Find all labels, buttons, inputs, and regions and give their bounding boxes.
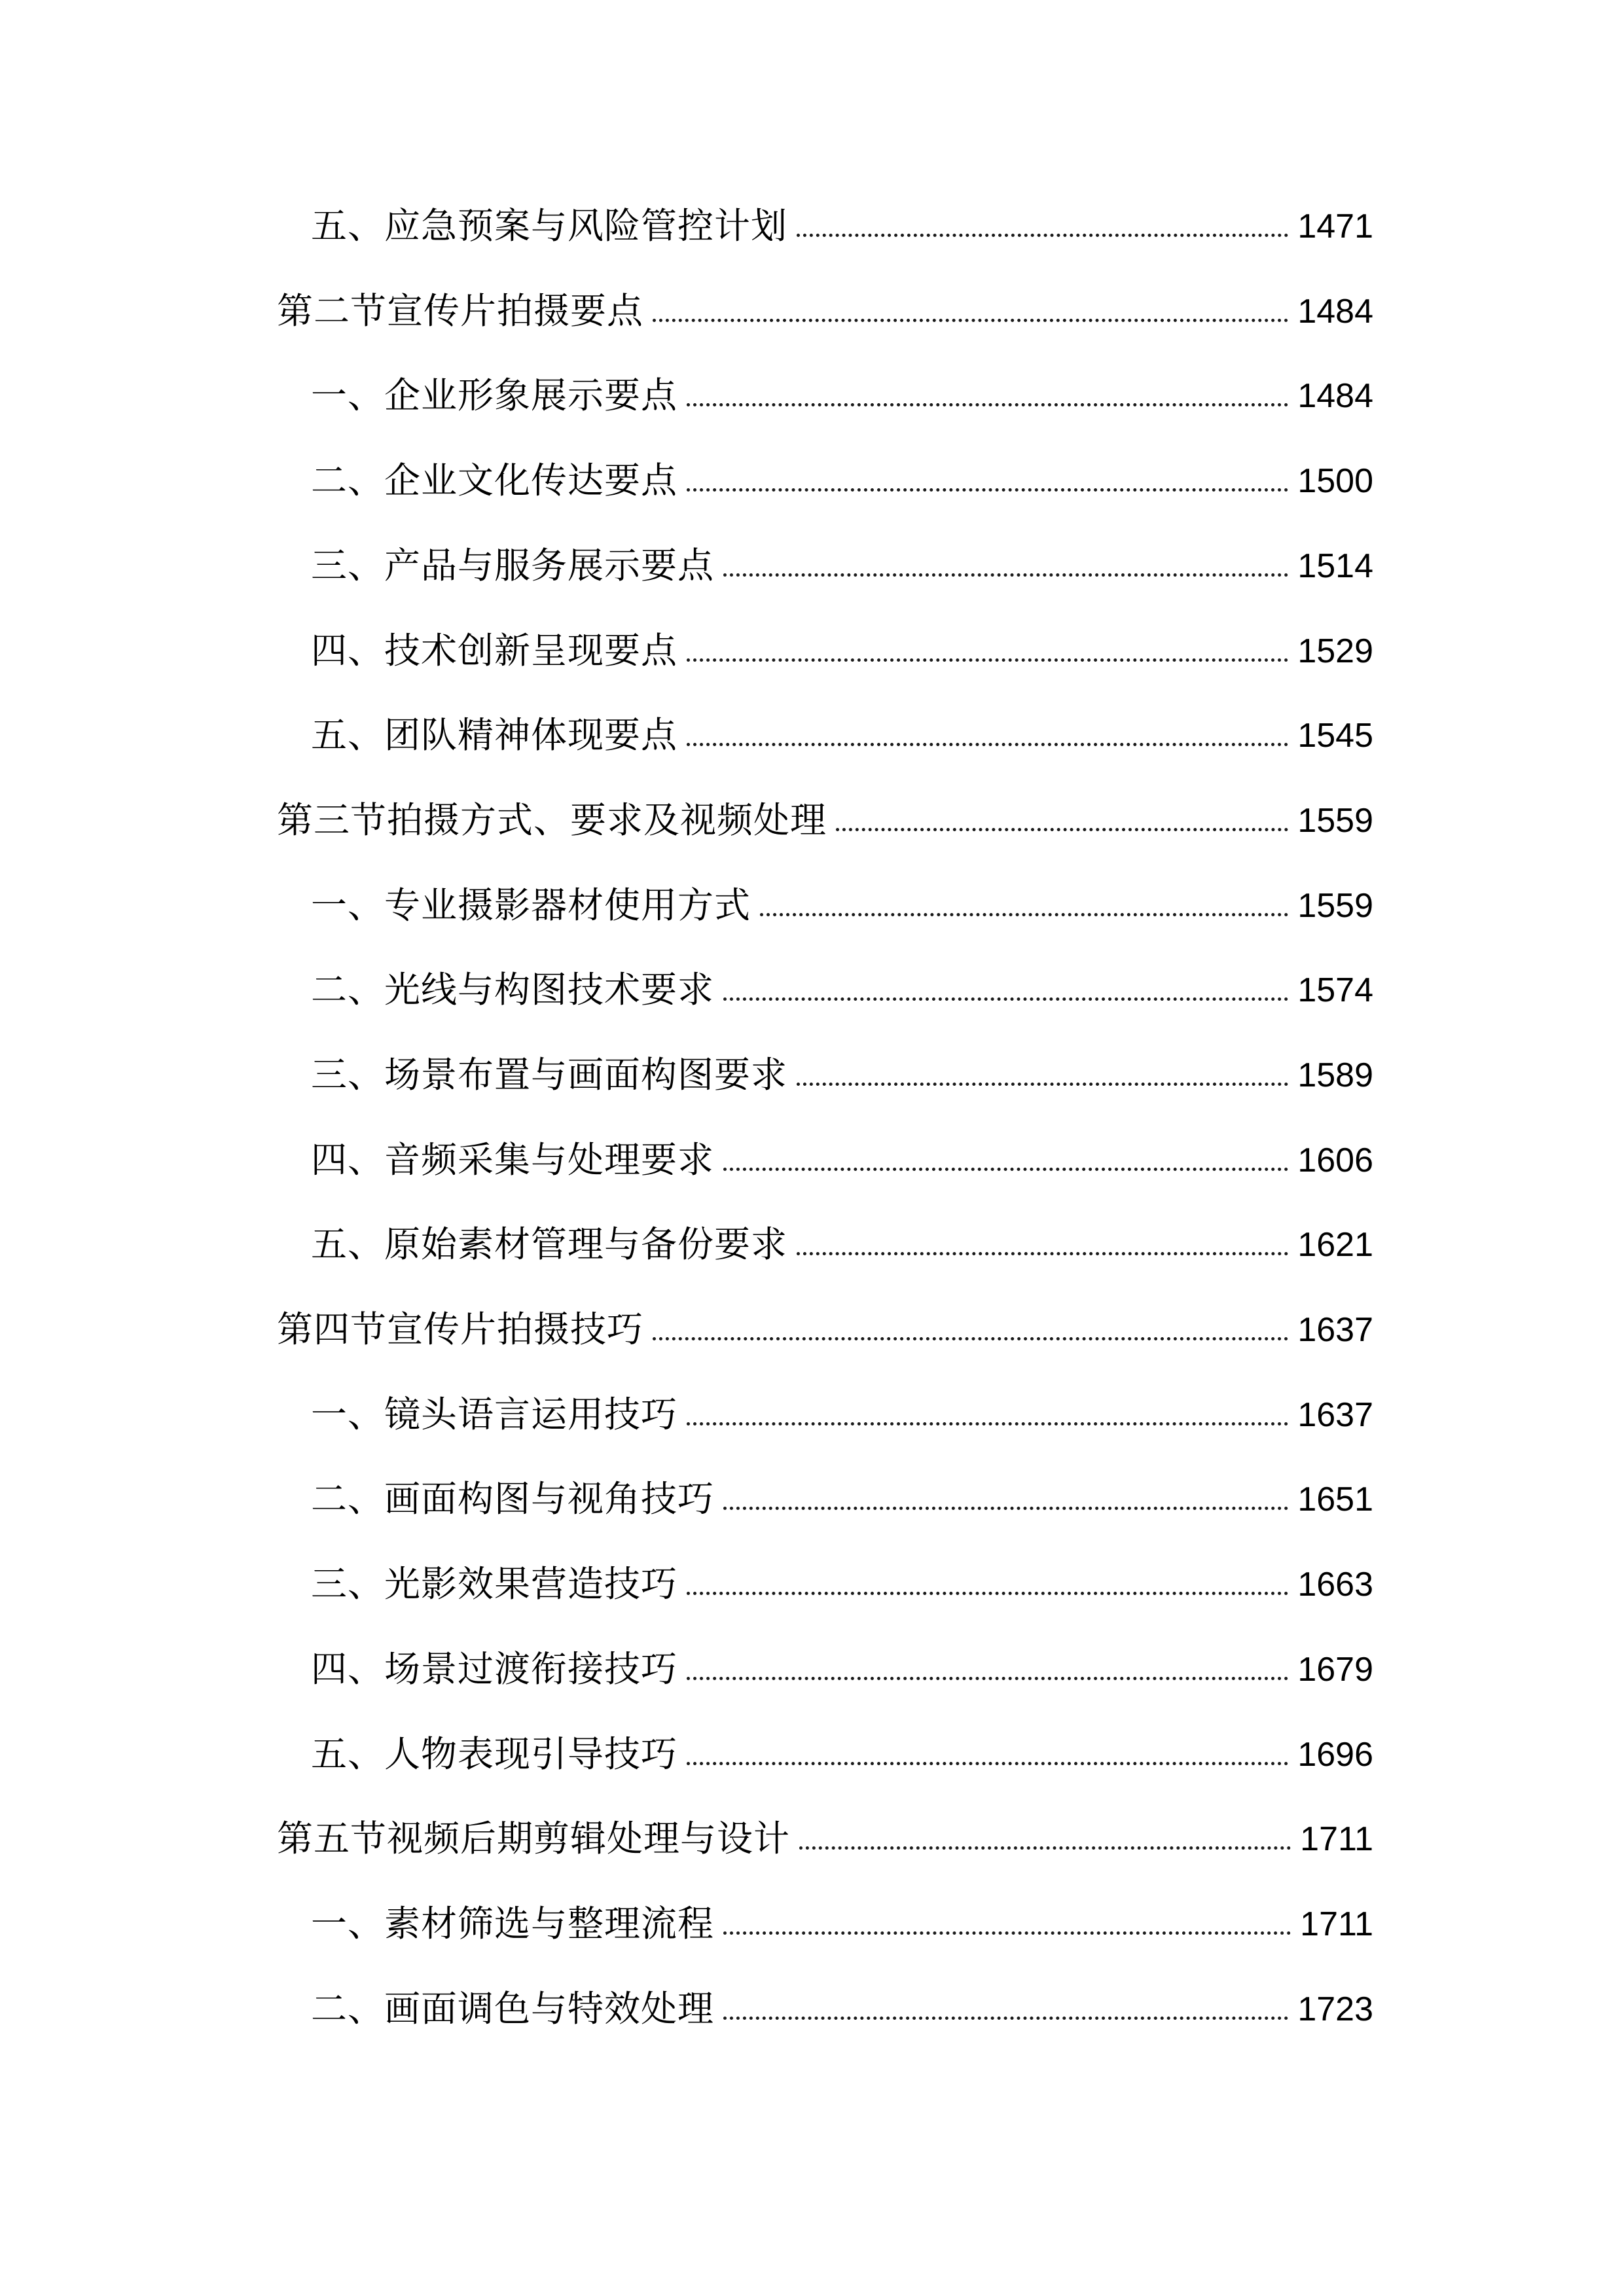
toc-entry-page-number: 1471 bbox=[1297, 207, 1373, 245]
toc-entry-title: 一、企业形象展示要点 bbox=[311, 376, 678, 416]
toc-entry-title: 五、原始素材管理与备份要求 bbox=[311, 1225, 788, 1265]
toc-subsection-entry[interactable] bbox=[0, 1553, 1624, 1616]
toc-entry-page-number: 1621 bbox=[1297, 1226, 1373, 1264]
toc-subsection-entry[interactable] bbox=[0, 365, 1624, 427]
toc-dot-leader bbox=[760, 913, 1288, 916]
toc-dot-leader bbox=[797, 234, 1288, 237]
toc-entry-page-number: 1529 bbox=[1297, 632, 1373, 670]
toc-dot-leader bbox=[723, 573, 1288, 577]
toc-dot-leader bbox=[687, 403, 1288, 406]
toc-subsection-entry[interactable] bbox=[0, 959, 1624, 1022]
toc-subsection-entry[interactable] bbox=[0, 1893, 1624, 1956]
toc-dot-leader bbox=[687, 1592, 1288, 1595]
toc-entry-page-number: 1500 bbox=[1297, 462, 1373, 500]
toc-entry-page-number: 1559 bbox=[1297, 802, 1373, 840]
toc-dot-leader bbox=[687, 1422, 1288, 1426]
toc-entry-page-number: 1663 bbox=[1297, 1566, 1373, 1604]
toc-section-entry[interactable] bbox=[0, 1808, 1624, 1871]
toc-dot-leader bbox=[653, 319, 1288, 322]
toc-entry-page-number: 1679 bbox=[1297, 1651, 1373, 1689]
toc-entry-page-number: 1637 bbox=[1297, 1396, 1373, 1434]
toc-subsection-entry[interactable] bbox=[0, 704, 1624, 767]
toc-entry-title: 四、音频采集与处理要求 bbox=[311, 1140, 715, 1180]
toc-section-entry[interactable] bbox=[0, 280, 1624, 343]
toc-dot-leader bbox=[836, 828, 1288, 831]
toc-dot-leader bbox=[687, 1677, 1288, 1680]
toc-section-entry[interactable] bbox=[0, 789, 1624, 852]
toc-subsection-entry[interactable] bbox=[0, 1723, 1624, 1786]
toc-entry-page-number: 1484 bbox=[1297, 377, 1373, 415]
toc-entry-page-number: 1723 bbox=[1297, 1990, 1373, 2028]
toc-entry-page-number: 1545 bbox=[1297, 717, 1373, 755]
toc-dot-leader bbox=[723, 1507, 1288, 1510]
toc-dot-leader bbox=[723, 2017, 1288, 2020]
toc-entry-page-number: 1484 bbox=[1297, 293, 1373, 331]
toc-subsection-entry[interactable] bbox=[0, 1384, 1624, 1446]
toc-entry-page-number: 1606 bbox=[1297, 1141, 1373, 1179]
toc-entry-title: 五、团队精神体现要点 bbox=[311, 715, 678, 755]
toc-subsection-entry[interactable] bbox=[0, 620, 1624, 683]
toc-subsection-entry[interactable] bbox=[0, 1978, 1624, 2041]
toc-subsection-entry[interactable] bbox=[0, 450, 1624, 512]
toc-dot-leader bbox=[723, 1931, 1291, 1935]
toc-entry-title: 二、画面构图与视角技巧 bbox=[311, 1479, 715, 1519]
toc-entry-title: 二、画面调色与特效处理 bbox=[311, 1989, 715, 2029]
toc-subsection-entry[interactable] bbox=[0, 1129, 1624, 1192]
toc-entry-page-number: 1514 bbox=[1297, 547, 1373, 585]
toc-entry-title: 第三节拍摄方式、要求及视频处理 bbox=[277, 800, 827, 840]
toc-section-entry[interactable] bbox=[0, 1299, 1624, 1361]
toc-dot-leader bbox=[723, 997, 1288, 1001]
toc-entry-page-number: 1574 bbox=[1297, 971, 1373, 1009]
toc-entry-title: 第二节宣传片拍摄要点 bbox=[277, 291, 644, 331]
toc-subsection-entry[interactable] bbox=[0, 874, 1624, 937]
toc-dot-leader bbox=[723, 1168, 1288, 1171]
toc-entry-title: 二、光线与构图技术要求 bbox=[311, 970, 715, 1010]
toc-dot-leader bbox=[653, 1337, 1288, 1340]
toc-entry-title: 四、技术创新呈现要点 bbox=[311, 631, 678, 671]
toc-dot-leader bbox=[797, 1083, 1288, 1086]
toc-subsection-entry[interactable] bbox=[0, 1213, 1624, 1276]
toc-entry-title: 四、场景过渡衔接技巧 bbox=[311, 1649, 678, 1689]
toc-entry-title: 三、产品与服务展示要点 bbox=[311, 546, 715, 586]
toc-subsection-entry[interactable] bbox=[0, 1638, 1624, 1701]
toc-entry-page-number: 1589 bbox=[1297, 1056, 1373, 1094]
toc-entry-title: 第五节视频后期剪辑处理与设计 bbox=[277, 1819, 791, 1859]
toc-entry-page-number: 1559 bbox=[1297, 887, 1373, 925]
toc-entry-title: 五、人物表现引导技巧 bbox=[311, 1734, 678, 1774]
toc-entry-title: 五、应急预案与风险管控计划 bbox=[311, 206, 788, 246]
toc-subsection-entry[interactable] bbox=[0, 535, 1624, 598]
toc-dot-leader bbox=[687, 743, 1288, 746]
toc-entry-page-number: 1711 bbox=[1300, 1820, 1373, 1858]
toc-entry-title: 一、专业摄影器材使用方式 bbox=[311, 886, 751, 925]
toc-entry-title: 第四节宣传片拍摄技巧 bbox=[277, 1310, 644, 1350]
toc-entry-title: 三、场景布置与画面构图要求 bbox=[311, 1055, 788, 1095]
toc-entry-page-number: 1711 bbox=[1300, 1905, 1373, 1943]
toc-entry-title: 三、光影效果营造技巧 bbox=[311, 1564, 678, 1604]
toc-entry-title: 二、企业文化传达要点 bbox=[311, 461, 678, 501]
toc-dot-leader bbox=[797, 1252, 1288, 1255]
toc-entry-title: 一、镜头语言运用技巧 bbox=[311, 1395, 678, 1435]
toc-dot-leader bbox=[687, 1762, 1288, 1765]
toc-subsection-entry[interactable] bbox=[0, 195, 1624, 258]
toc-entry-page-number: 1637 bbox=[1297, 1311, 1373, 1349]
toc-subsection-entry[interactable] bbox=[0, 1044, 1624, 1107]
toc-dot-leader bbox=[687, 488, 1288, 492]
toc-entry-page-number: 1651 bbox=[1297, 1480, 1373, 1518]
toc-subsection-entry[interactable] bbox=[0, 1468, 1624, 1531]
toc-entry-page-number: 1696 bbox=[1297, 1736, 1373, 1774]
toc-dot-leader bbox=[799, 1846, 1291, 1850]
toc-dot-leader bbox=[687, 658, 1288, 662]
toc-entry-title: 一、素材筛选与整理流程 bbox=[311, 1904, 715, 1944]
